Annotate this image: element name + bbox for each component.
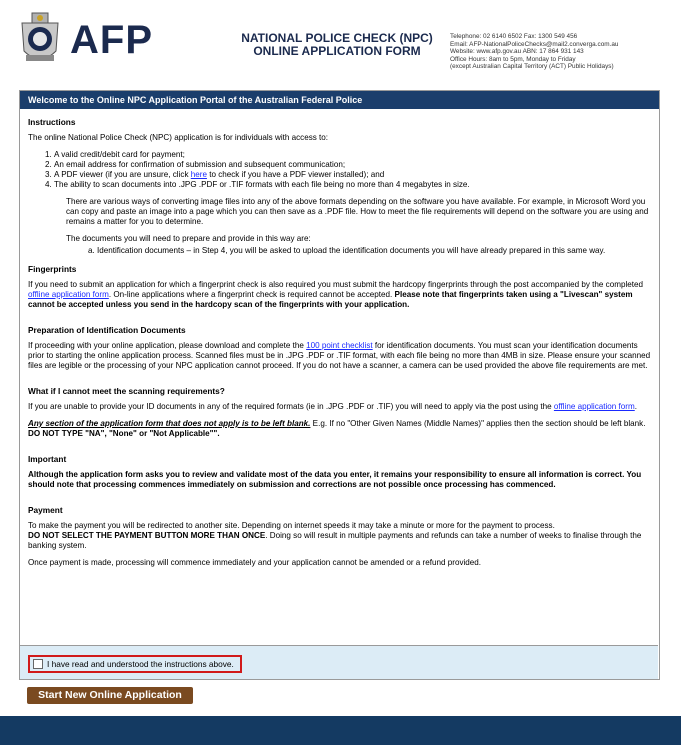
offline-application-form-link[interactable]: offline application form (28, 290, 109, 299)
instructions-section (20, 109, 659, 256)
fingerprints-text-part: . On-line applications where a fingerprint check is required cannot be accepted. (108, 290, 395, 299)
payment-text (28, 521, 651, 551)
requirements-list (28, 150, 651, 190)
payment-text-part: To make the payment you will be redirected to another site. Depending on internet speeds it may take a minute or more for the payment to process. (28, 521, 555, 530)
list-item: 4. The ability to scan documents into .JPG .PDF or .TIF formats with each file being no more than 4 megabytes in size. (54, 180, 651, 190)
scanning-section (20, 378, 659, 439)
contact-line: Telephone: 02 6140 6502 Fax: 1300 549 456 (450, 33, 578, 40)
list-item (54, 170, 651, 180)
form-title-line2: ONLINE APPLICATION FORM (253, 44, 421, 58)
acknowledge-checkbox-label[interactable] (28, 655, 242, 673)
fingerprints-text (28, 280, 651, 310)
list-item-text: to check if you have a PDF viewer installed); and (206, 170, 385, 179)
payment-final-text: Once payment is made, processing will commence immediately and your application cannot be amended or a refund provided. (28, 558, 482, 567)
payment-text-part: . Doing so will result in multiple payments and refunds can take a number of weeks to finalise through the banking system. (28, 531, 642, 550)
list-item: 1. A valid credit/debit card for payment; (54, 150, 651, 160)
form-title (232, 32, 442, 58)
100-point-checklist-link[interactable]: 100 point checklist (306, 341, 373, 350)
scanning-text-part: . (634, 402, 637, 411)
important-title: Important (28, 454, 67, 464)
page-header (0, 0, 681, 88)
acknowledge-text: I have read and understood the instructions above. (47, 659, 234, 669)
blank-sections-warning: DO NOT TYPE "NA", "None" or "Not Applicable"". (28, 429, 220, 438)
fingerprints-section (20, 256, 659, 310)
fingerprints-title: Fingerprints (28, 264, 77, 274)
contact-line: Office Hours: 8am to 5pm, Monday to Friday (450, 55, 576, 63)
preparation-text-part: for identification documents. You must scan your identification documents prior to starting the online application process. Scanned files must be in .JPG .PDF or .TIF format, with each file being no more than 4MB in size. Please ensure your scanned files are legible or the processing of your NPC application cannot proceed. If you do not have a scanner, a camera can be used provided the above file requirements are met. (28, 341, 651, 370)
contact-line: Email: AFP-NationalPoliceChecks@mail2.converga.com.au (450, 40, 619, 48)
payment-warning: DO NOT SELECT THE PAYMENT BUTTON MORE THAN ONCE (28, 531, 266, 540)
start-new-application-button[interactable]: Start New Online Application (27, 687, 193, 704)
offline-application-form-link-2[interactable]: offline application form (553, 402, 635, 411)
pdf-viewer-check-link[interactable]: here (190, 170, 207, 179)
payment-section (20, 497, 659, 568)
blank-sections-text-part: E.g. If no "Other Given Names (Middle Names)" applies then the section should be left blank. (310, 419, 646, 428)
blank-sections-text (28, 419, 651, 439)
afp-crest-icon (16, 11, 64, 69)
preparation-section (20, 317, 659, 371)
acknowledge-checkbox[interactable] (33, 659, 43, 669)
scanning-text (28, 402, 651, 412)
instructions-title: Instructions (28, 117, 76, 127)
welcome-banner: Welcome to the Online NPC Application Portal of the Australian Federal Police (20, 91, 659, 109)
preparation-title: Preparation of Identification Documents (28, 325, 186, 335)
documents-intro: The documents you will need to prepare and provide in this way are: (66, 234, 311, 243)
page-footer (0, 716, 681, 745)
scanning-title: What if I cannot meet the scanning requirements? (28, 386, 225, 396)
list-item: 2. An email address for confirmation of submission and subsequent communication; (54, 160, 651, 170)
acknowledge-area (20, 645, 658, 679)
documents-item-a: a. Identification documents – in Step 4, you will be asked to upload the identification documents you will have already prepared in this same way. (88, 246, 606, 255)
list-item-text: A PDF viewer (if you are unsure, click (54, 170, 191, 179)
preparation-text (28, 341, 651, 371)
scanning-text-part: If you are unable to provide your ID documents in any of the required formats (ie in .JPG .PDF or .TIF) you will need to apply via the post using the (28, 402, 554, 411)
blank-sections-emphasis: Any section of the application form that does not apply is to be left blank. (28, 419, 311, 428)
instructions-panel (19, 90, 660, 680)
contact-line: Website: www.afp.gov.au ABN: 17 864 931 143 (450, 48, 584, 56)
contact-info (450, 33, 675, 71)
instructions-intro: The online National Police Check (NPC) application is for individuals with access to: (28, 133, 329, 142)
afp-logo-text: AFP (70, 18, 153, 62)
converting-text: There are various ways of converting image files into any of the above formats depending on the software you have available. For example, in Microsoft Word you can copy and paste an image into a page which you can then save as a .PDF file. How to meet the file requirements will depend on the software you are using and remains a matter for you to determine. (66, 197, 649, 226)
preparation-text-part: If proceeding with your online application, please download and complete the (28, 341, 307, 350)
important-section (20, 446, 659, 490)
fingerprints-text-part: If you need to submit an application for which a fingerprint check is also required you must submit the hardcopy fingerprints through the post accompanied by the completed (28, 280, 644, 289)
important-text: Although the application form asks you to review and validate most of the data you enter, it remains your responsibility to ensure all information is correct. You should note that processing commences immediately on submission and corrections are not possible once processing has commenced. (28, 470, 642, 489)
payment-title: Payment (28, 505, 63, 515)
fingerprints-warning: Please note that fingerprints taken using a "Livescan" system cannot be accepted unless you send in the hardcopy scan of the fingerprints with your application. (28, 290, 633, 309)
contact-line: (except Australian Capital Territory (ACT) Public Holidays) (450, 63, 614, 71)
form-title-line1: NATIONAL POLICE CHECK (NPC) (241, 31, 433, 45)
